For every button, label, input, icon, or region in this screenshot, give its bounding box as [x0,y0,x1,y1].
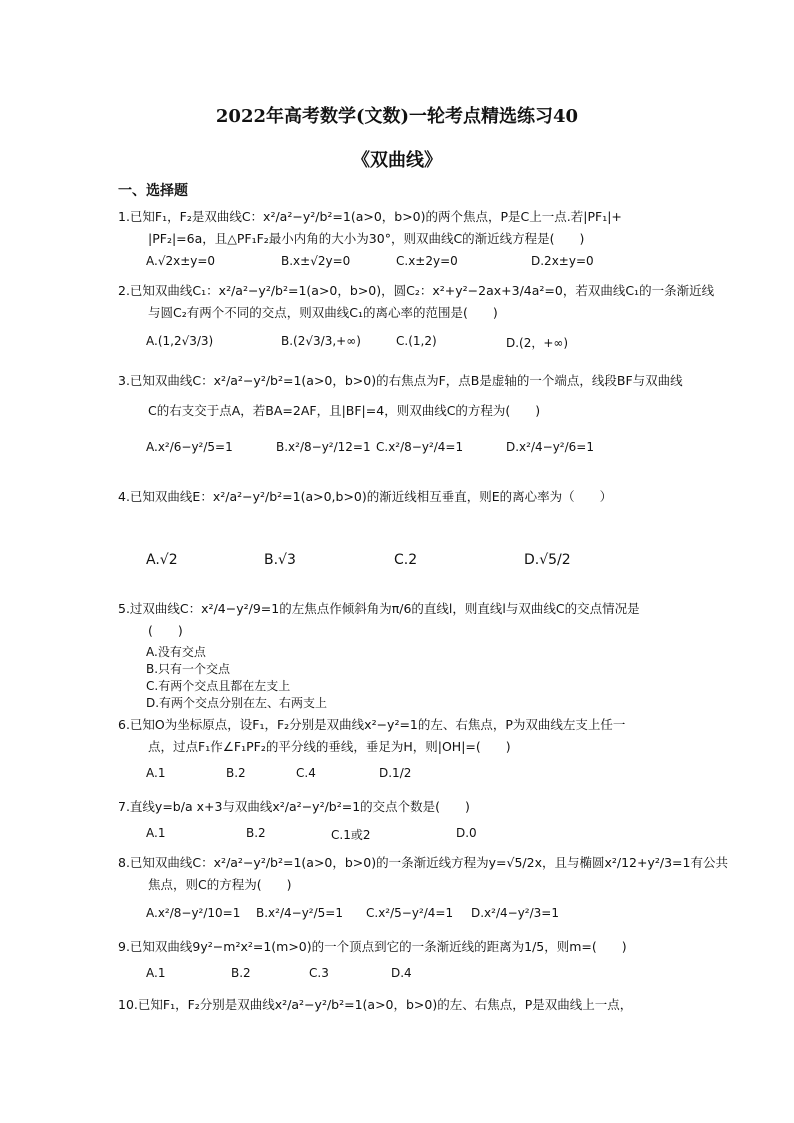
option-d: D.4 [391,966,412,980]
question-1-line-1: 1.已知F₁，F₂是双曲线C：x²/a²−y²/b²=1(a>0，b>0)的两个焦点，P是C上一点.若|PF₁|+ [118,209,622,224]
question-7-line-1: 7.直线y=b/a x+3与双曲线x²/a²−y²/b²=1的交点个数是( ) [118,799,470,814]
option-b: B.2 [226,766,246,780]
option-b: B.只有一个交点 [146,662,231,676]
question-2-line-2: 与圆C₂有两个不同的交点，则双曲线C₁的离心率的范围是( ) [148,305,498,320]
question-6-line-2: 点，过点F₁作∠F₁PF₂的平分线的垂线，垂足为H，则|OH|=( ) [148,739,511,754]
option-c: C.x²/5−y²/4=1 [366,906,454,920]
question-5-line-1: 5.过双曲线C：x²/4−y²/9=1的左焦点作倾斜角为π/6的直线l，则直线l与双曲线C的交点情况是 [118,601,640,616]
question-10 [118,994,708,1016]
option-d: D.有两个交点分别在左、右两支上 [146,696,328,710]
question-5 [118,598,708,642]
option-d: D.√5/2 [524,552,571,568]
document-subtitle: 《双曲线》 [352,150,442,171]
question-6 [118,714,708,758]
option-c: C.有两个交点且都在左支上 [146,679,291,693]
question-8-line-2: 焦点，则C的方程为( ) [148,877,292,892]
option-c: C.(1,2) [396,334,437,348]
question-1-line-2: |PF₂|=6a，且△PF₁F₂最小内角的大小为30°，则双曲线C的渐近线方程是( ) [148,231,585,246]
question-7 [118,796,708,818]
option-b: B.2 [231,966,251,980]
question-9-line-1: 9.已知双曲线9y²−m²x²=1(m>0)的一个顶点到它的一条渐近线的距离为1/5，则m=( ) [118,939,627,954]
option-a: A.(1,2√3/3) [146,334,214,348]
option-a: A.1 [146,966,166,980]
question-3-line-1: 3.已知双曲线C：x²/a²−y²/b²=1(a>0，b>0)的右焦点为F，点B是虚轴的一个端点，线段BF与双曲线 [118,373,683,388]
question-4-line-1: 4.已知双曲线E：x²/a²−y²/b²=1(a>0,b>0)的渐近线相互垂直，则E的离心率为（ ） [118,489,613,504]
document-title: 2022年高考数学(文数)一轮考点精选练习40 [215,106,579,127]
option-b: B.(2√3/3,+∞) [281,334,361,348]
question-6-line-1: 6.已知O为坐标原点，设F₁，F₂分别是双曲线x²−y²=1的左、右焦点，P为双曲线左支上任一 [118,717,626,732]
option-c: C.x²/8−y²/4=1 [376,440,464,454]
option-b: B.x²/8−y²/12=1 [276,440,371,454]
option-d: D.0 [456,826,477,840]
option-a: A.1 [146,766,166,780]
option-a: A.没有交点 [146,645,206,659]
option-d: D.(2，+∞) [506,336,569,350]
question-8 [118,852,728,896]
option-b: B.x²/4−y²/5=1 [256,906,343,920]
question-2 [118,280,715,324]
option-b: B.2 [246,826,266,840]
question-10-line-1: 10.已知F₁，F₂分别是双曲线x²/a²−y²/b²=1(a>0，b>0)的左、右焦点，P是双曲线上一点， [118,997,633,1012]
option-a: A.1 [146,826,166,840]
question-4 [118,486,708,508]
option-a: A.√2x±y=0 [146,254,216,268]
option-d: D.x²/4−y²/6=1 [506,440,594,454]
question-5-line-2: ( ) [148,623,183,638]
option-a: A.√2 [146,552,178,568]
option-c: C.2 [394,552,418,568]
question-9 [118,936,708,958]
question-1 [118,206,708,250]
question-8-line-1: 8.已知双曲线C：x²/a²−y²/b²=1(a>0，b>0)的一条渐近线方程为y=√5/2x，且与椭圆x²/12+y²/3=1有公共 [118,855,728,870]
option-d: D.x²/4−y²/3=1 [471,906,559,920]
option-c: C.3 [309,966,329,980]
option-a: A.x²/6−y²/5=1 [146,440,233,454]
question-2-line-1: 2.已知双曲线C₁：x²/a²−y²/b²=1(a>0，b>0)，圆C₂：x²+y²−2ax+3/4a²=0，若双曲线C₁的一条渐近线 [118,283,715,298]
option-b: B.x±√2y=0 [281,254,351,268]
option-a: A.x²/8−y²/10=1 [146,906,241,920]
question-3-line-2: C的右支交于点A，若BA=2AF，且|BF|=4，则双曲线C的方程为( ) [148,403,541,418]
option-c: C.4 [296,766,316,780]
question-3 [118,370,708,422]
option-c: C.x±2y=0 [396,254,458,268]
question-5-options [146,644,736,712]
option-d: D.2x±y=0 [531,254,594,268]
option-d: D.1/2 [379,766,412,780]
option-b: B.√3 [264,552,296,568]
section-heading: 一、选择题 [118,183,188,199]
option-c: C.1或2 [331,828,371,842]
